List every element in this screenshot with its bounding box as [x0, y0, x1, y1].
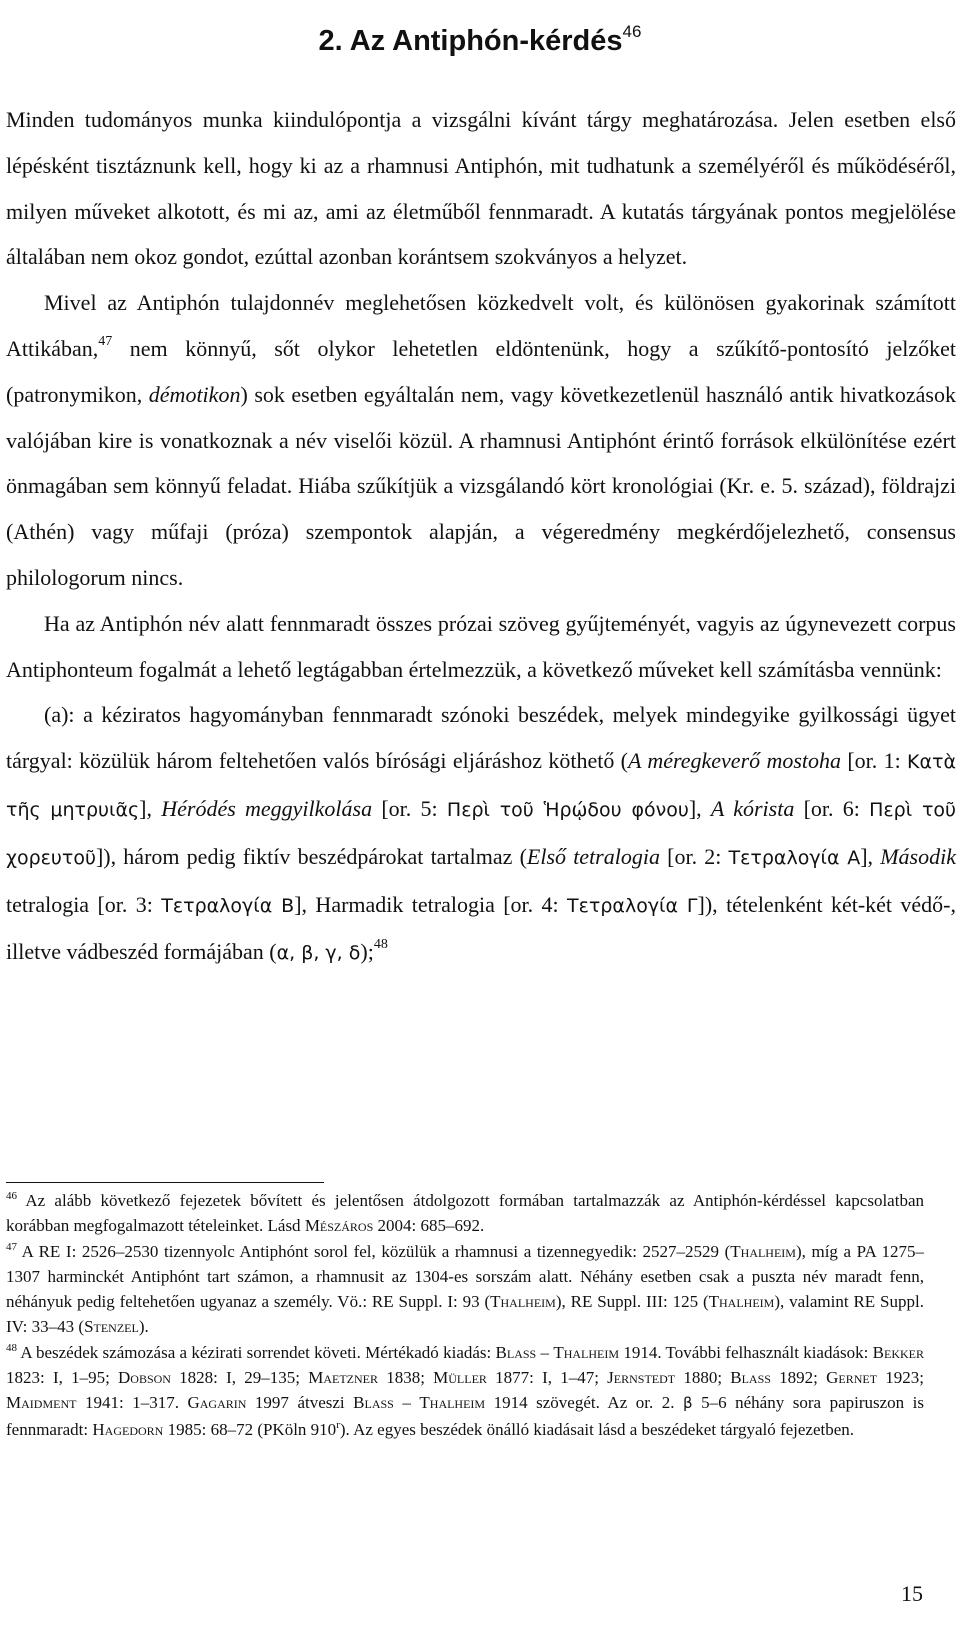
- footnote-ref-48[interactable]: 48: [373, 937, 388, 953]
- paragraph-4-text: (a): a kéziratos hagyományban fennmaradt szónoki beszédek, melyek mindegyike gyilkossági ügyet tárgyal: közülük három feltehetően valós bírósági eljáráshoz köthető (: [6, 702, 956, 774]
- paragraph-2-text-3: ) sok esetben egyáltalán nem, vagy következetlenül használó antik hivatkozások valójában kire is vonatkoznak a név viselői közül. A rhamnusi Antiphónt érintő források elkülönítése ezért önmagában sem könnyű feladat. Hiába szűkítjük a vizsgálandó kört kronológiai (Kr. e. 5. század), földrajzi (Athén) vagy műfaji (próza) szempontok alapján, a végeredmény megkérdőjelezhető, consensus philologorum nincs.: [6, 381, 956, 590]
- speech-title: Második: [880, 843, 956, 869]
- author-name: Blass: [353, 1393, 394, 1413]
- footnote-text: ), RE Suppl. III: 125 (: [555, 1292, 709, 1312]
- author-name: Mészáros: [304, 1216, 374, 1236]
- greek-title: Κατὰ τῆς μητρυιᾶς: [6, 751, 956, 821]
- paragraph-4-text: [or. 6:: [794, 795, 870, 821]
- paragraph-3-text: Ha az Antiphón név alatt fennmaradt összes prózai szöveg gyűjteményét, vagyis az úgynevezett corpus Antiphonteum fogalmát a lehető legtágabban értelmezzük, a következő műveket kell számításba vennünk:: [6, 610, 956, 682]
- author-name: Dobson: [118, 1368, 171, 1388]
- paragraph-2-text-1: Mivel az Antiphón tulajdonnév meglehetősen közkedvelt volt, és különösen gyakorinak számított Attikában,: [6, 290, 956, 361]
- paragraph-4: [6, 692, 956, 977]
- greek-title: Τετραλογία Γ: [567, 894, 698, 917]
- paragraph-4-text: ]), tételenként két-két védő-, illetve vádbeszéd formájában (: [6, 891, 957, 965]
- author-name: Stenzel: [84, 1317, 139, 1337]
- footnotes: [6, 1188, 924, 1442]
- footnote-text: A RE I: 2526–2530 tizennyolc Antiphónt sorol fel, közülük a rhamnusi a tizennegyedik: 2527–2529 (: [17, 1241, 731, 1261]
- footnote-text: A beszédek számozása a kézirati sorrendet követi. Mértékadó kiadás:: [17, 1342, 496, 1362]
- footnote-number: 47: [6, 1240, 17, 1253]
- paragraph-4-text: [or. 5:: [372, 795, 447, 821]
- footnote-text: –: [393, 1393, 420, 1413]
- footnote-text: ), valamint RE Suppl. IV: 33–43 (: [6, 1292, 924, 1337]
- author-name: Gagarin: [187, 1393, 247, 1413]
- footnote-text: 1828: I, 29–135;: [170, 1368, 309, 1388]
- footnote-text: Az alább következő fejezetek bővített és jelentősen átdolgozott formában tartalmazzák az Antiphón-kérdéssel kapcsolatban korábban megfogalmazott tételeinket. Lásd: [6, 1191, 924, 1236]
- author-name: Gernet: [826, 1368, 878, 1388]
- footnote-text: 1914 szövegét. Az or. 2.: [485, 1393, 684, 1413]
- footnote-text: 1880;: [675, 1368, 731, 1388]
- author-name: Blass: [495, 1342, 537, 1362]
- paragraph-4-text: [or. 2:: [659, 843, 729, 869]
- paragraph-3: [6, 601, 956, 693]
- paragraph-4-text: ], Harmadik tetralogia [or. 4:: [294, 891, 568, 917]
- author-name: Thalheim: [490, 1292, 556, 1312]
- footnote-text: ).: [138, 1317, 149, 1337]
- footnote-number: 48: [6, 1341, 17, 1354]
- footnote-text: 5–6 néhány sora papiruszon is fennmaradt:: [6, 1393, 925, 1439]
- author-name: Müller: [433, 1368, 487, 1388]
- footnote-text: 1892;: [770, 1368, 827, 1388]
- footnote-text: 1877: I, 1–47;: [486, 1368, 608, 1388]
- paragraph-4-text: [or. 1:: [841, 748, 908, 774]
- chapter-title-text: 2. Az Antiphón-kérdés: [318, 25, 623, 58]
- paragraph-2-text-2: nem könnyű, sőt olykor lehetetlen eldöntenünk, hogy a szűkítő-pontosító jelzőket (patronymikon,: [6, 335, 956, 407]
- author-name: Maidment: [6, 1393, 77, 1413]
- greek-title: Περὶ τοῦ χορευτοῦ: [6, 798, 957, 869]
- author-name: Jernstedt: [607, 1368, 676, 1388]
- author-name: Maetzner: [308, 1368, 378, 1388]
- footnote-text: 1823: I, 1–95;: [6, 1368, 119, 1388]
- body-text: [6, 97, 956, 977]
- footnote-47: [6, 1239, 924, 1340]
- footnote-text: ), míg a PA 1275–1307 harminckét Antiphónt tart számon, a rhamnusit az 1304-es sorszám alatt. Néhány esetben csak a puszta név maradt fenn, néhányuk pedig feltehetően ugyanaz a személy. Vö.: RE Suppl. I: 93 (: [6, 1241, 924, 1312]
- paragraph-4-text: ],: [688, 795, 711, 821]
- footnote-text: 2004: 685–692.: [373, 1216, 485, 1236]
- paragraph-4-text: ],: [860, 843, 881, 869]
- paragraph-4-text: ]), három pedig fiktív beszédpárokat tartalmaz (: [95, 843, 527, 869]
- footnote-text: 1941: 1–317.: [76, 1393, 188, 1413]
- author-name: Thalheim: [708, 1292, 775, 1312]
- paragraph-4-text: );: [360, 939, 374, 965]
- footnote-text: 1997 átveszi: [246, 1393, 354, 1413]
- paragraph-4-text: tetralogia [or. 3:: [6, 891, 162, 917]
- speech-title: A kórista: [710, 795, 795, 821]
- footnote-text: ). Az egyes beszédek önálló kiadásait lásd a beszédeket tárgyaló fejezetben.: [339, 1419, 855, 1439]
- footnote-number: 46: [6, 1190, 17, 1202]
- author-name: Bekker: [872, 1342, 924, 1362]
- footnote-text: 1838;: [377, 1368, 434, 1388]
- footnote-ref-46[interactable]: 46: [622, 22, 642, 42]
- footnote-48: [6, 1340, 924, 1442]
- footnote-text: 1985: 68–72 (PKöln 910: [163, 1419, 337, 1439]
- speech-title: A méregkeverő mostoha: [627, 748, 842, 774]
- chapter-title: [0, 19, 960, 63]
- greek-letter: β: [683, 1394, 693, 1413]
- greek-title: Τετραλογία Β: [161, 894, 295, 917]
- author-name: Thalheim: [730, 1241, 796, 1261]
- author-name: Thalheim: [553, 1342, 620, 1362]
- author-name: Thalheim: [419, 1393, 486, 1413]
- greek-letters: α, β, γ, δ: [276, 942, 361, 965]
- greek-title: Περὶ τοῦ Ἡρῴδου φόνου: [446, 798, 689, 821]
- italic-term: démotikon: [148, 381, 241, 407]
- footnote-text: 1923;: [877, 1368, 924, 1388]
- paragraph-1-text: Minden tudományos munka kiindulópontja a vizsgálni kívánt tárgy meghatározása. Jelen esetben első lépésként tisztáznunk kell, hogy ki az a rhamnusi Antiphón, mit tudhatunk a személyéről és működéséről, milyen műveket alkotott, és mi az, ami az életműből fennmaradt. A kutatás tárgyának pontos megjelölése általában nem okoz gondot, ezúttal azonban korántsem szokványos a helyzet.: [6, 107, 956, 270]
- footnote-text: –: [536, 1342, 554, 1362]
- recto-superscript: r: [336, 1418, 340, 1431]
- page-number: 15: [901, 1581, 923, 1606]
- paragraph-1: [6, 97, 956, 280]
- speech-title: Első tetralogia: [526, 843, 660, 869]
- footnote-text: 1914. További felhasznált kiadások:: [619, 1342, 873, 1362]
- author-name: Hagedorn: [92, 1419, 164, 1439]
- footnote-ref-47[interactable]: 47: [98, 333, 113, 349]
- speech-title: Héródés meggyilkolása: [161, 795, 373, 821]
- paragraph-4-text: ],: [139, 795, 162, 821]
- greek-title: Τετραλογία Α: [728, 846, 861, 869]
- author-name: Blass: [730, 1368, 771, 1388]
- footnote-46: [6, 1188, 924, 1239]
- footnote-divider: [6, 1182, 324, 1183]
- paragraph-2: [6, 280, 956, 601]
